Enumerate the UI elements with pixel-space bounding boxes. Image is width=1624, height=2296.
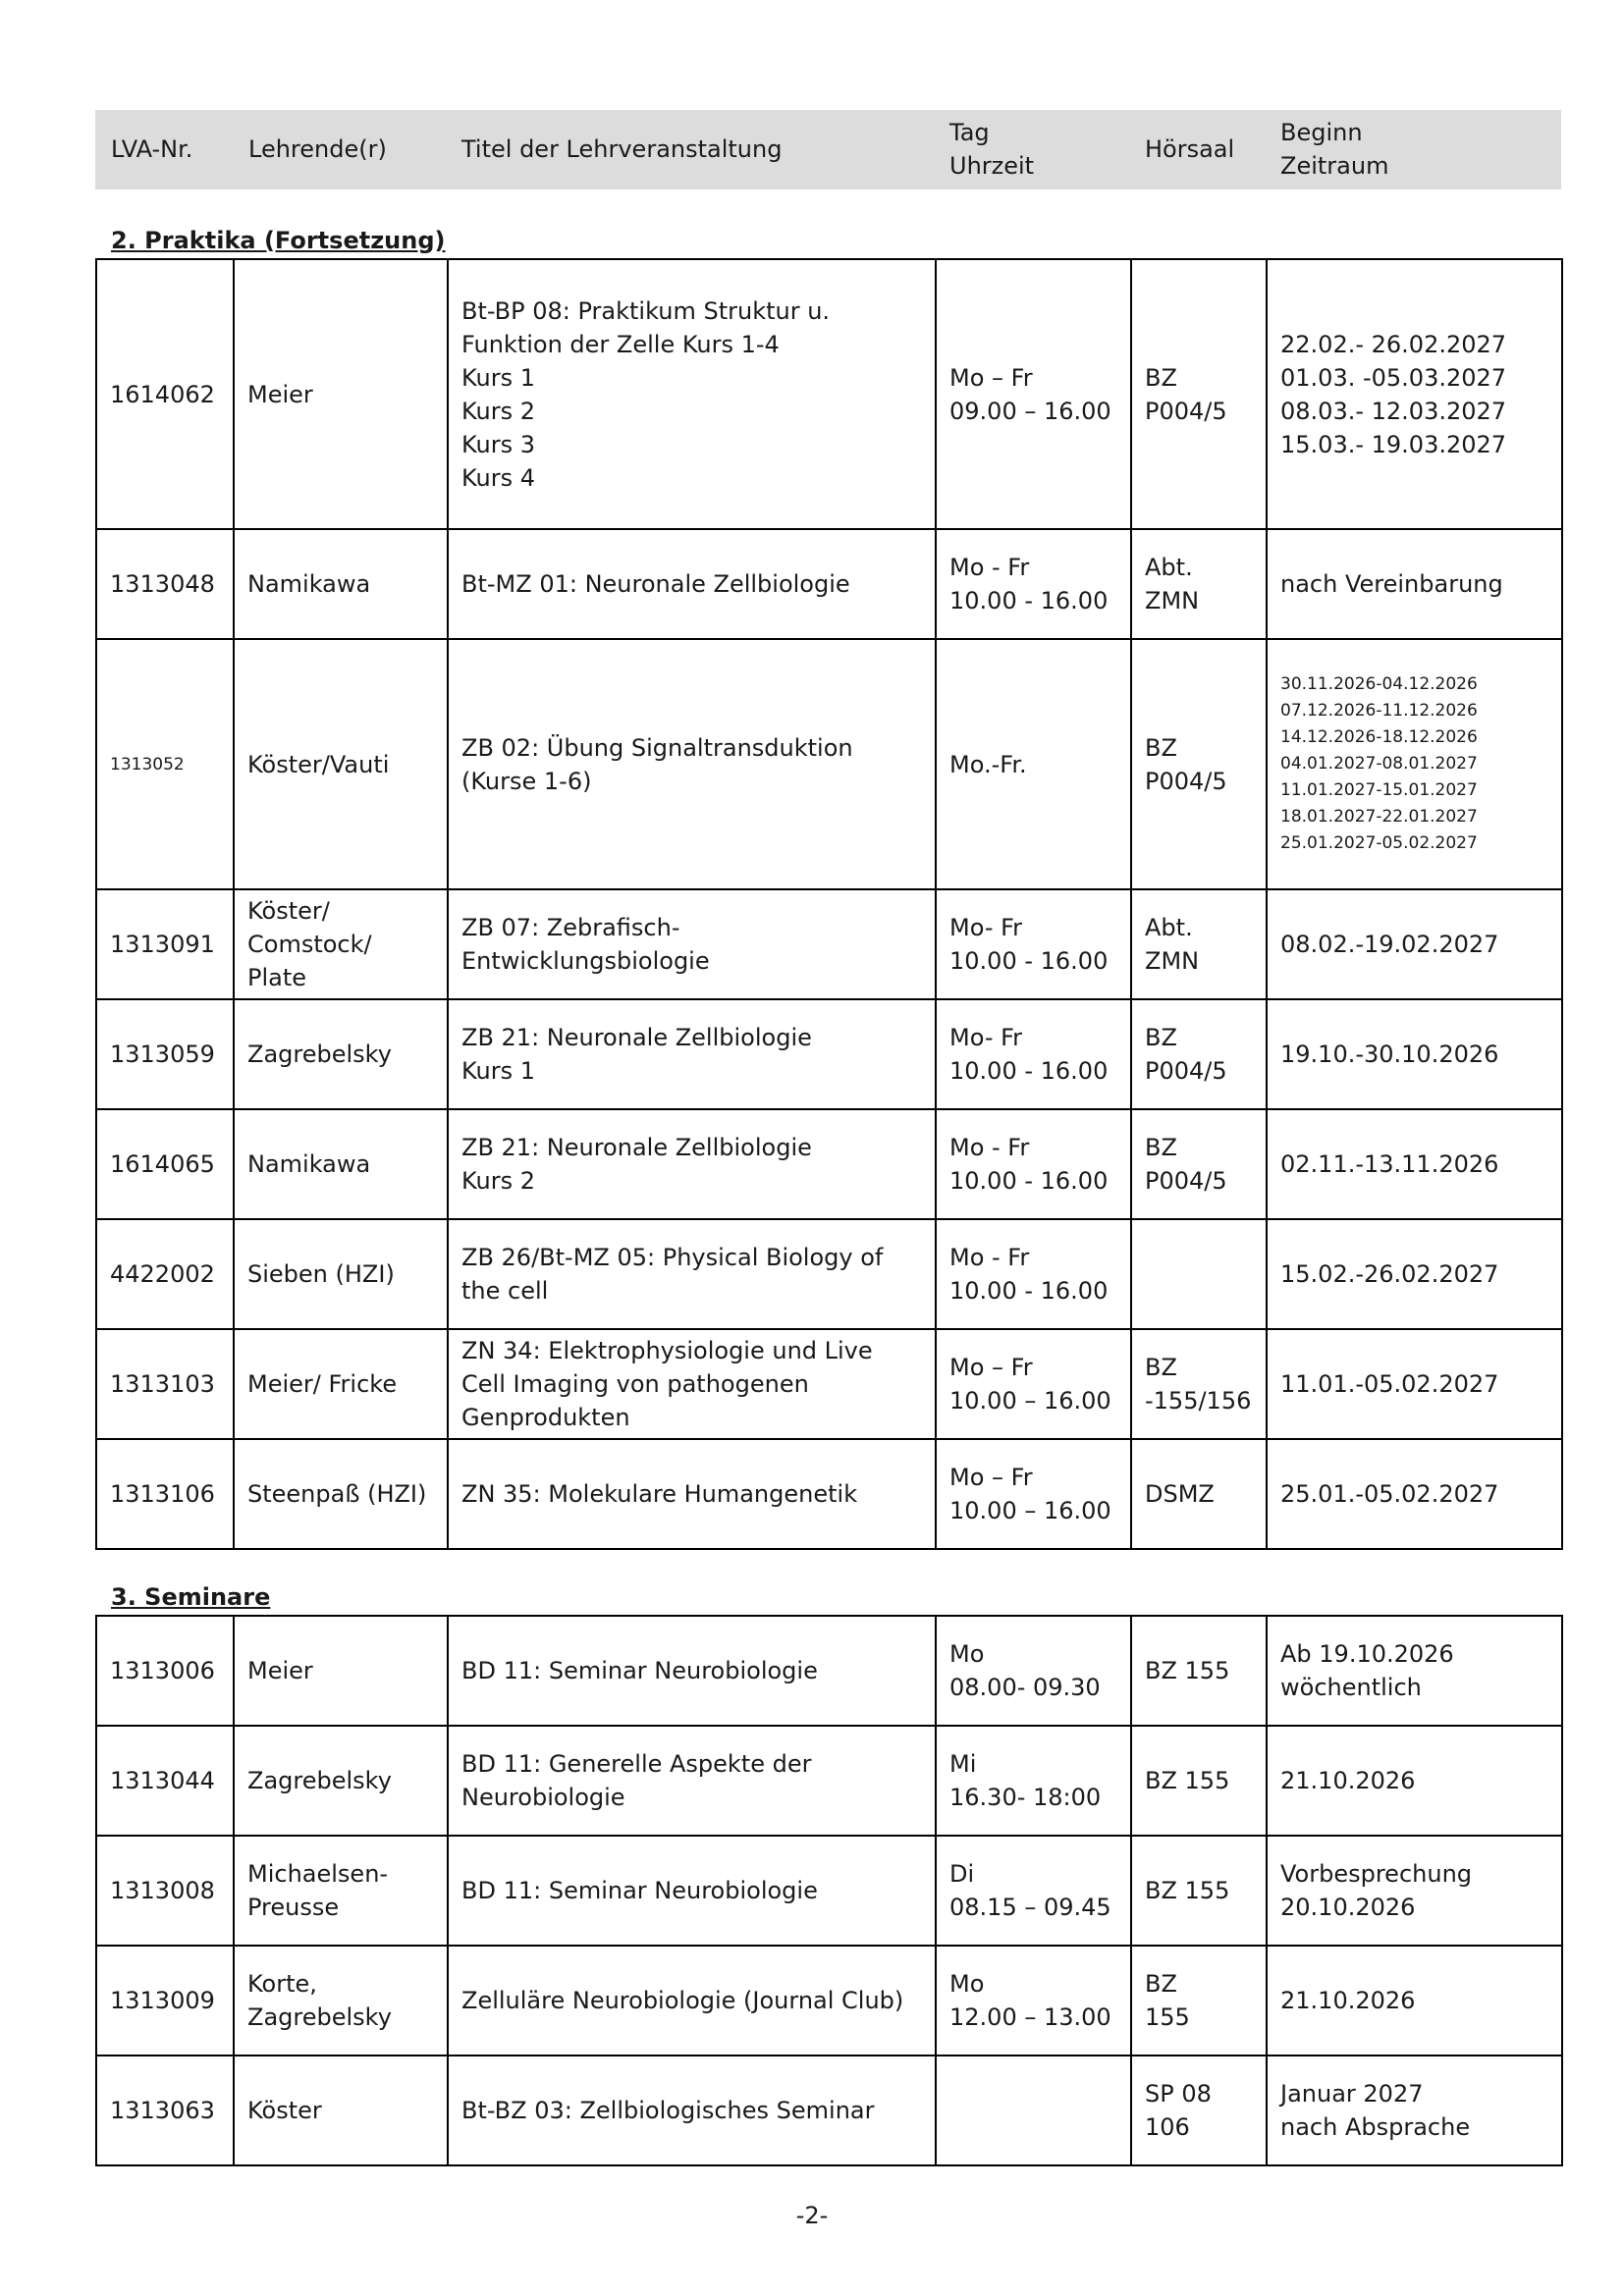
cell-titel: ZB 26/Bt-MZ 05: Physical Biology of the cell — [448, 1219, 936, 1329]
cell-lehrende: Köster — [234, 2056, 448, 2165]
cell-lehrende: Michaelsen- Preusse — [234, 1836, 448, 1946]
cell-beginn: 11.01.-05.02.2027 — [1267, 1329, 1562, 1439]
cell-tag-uhrzeit: Mi 16.30- 18:00 — [936, 1726, 1131, 1836]
cell-hoersaal: BZ 155 — [1131, 1836, 1267, 1946]
cell-hoersaal: SP 08 106 — [1131, 2056, 1267, 2165]
cell-hoersaal: Abt. ZMN — [1131, 529, 1267, 639]
cell-lehrende: Namikawa — [234, 529, 448, 639]
cell-tag-uhrzeit — [936, 2056, 1131, 2165]
cell-lehrende: Namikawa — [234, 1109, 448, 1219]
cell-beginn: 21.10.2026 — [1267, 1726, 1562, 1836]
cell-hoersaal: BZ 155 — [1131, 1726, 1267, 1836]
table-row — [96, 1726, 1562, 1836]
cell-hoersaal: BZ 155 — [1131, 1616, 1267, 1726]
cell-titel: ZB 21: Neuronale Zellbiologie Kurs 1 — [448, 999, 936, 1109]
page-number: -2- — [795, 2202, 829, 2229]
table-row — [96, 1329, 1562, 1439]
table-row — [96, 1109, 1562, 1219]
cell-lehrende: Köster/ Comstock/ Plate — [234, 889, 448, 999]
cell-tag-uhrzeit: Mo – Fr 10.00 – 16.00 — [936, 1439, 1131, 1549]
cell-hoersaal — [1131, 1219, 1267, 1329]
cell-beginn: 30.11.2026-04.12.2026 07.12.2026-11.12.2026 14.12.2026-18.12.2026 04.01.2027-08.01.2027 11.01.2027-15.01.2027 18.01.2027-22.01.2027 25.01.2027-05.02.2027 — [1267, 639, 1562, 889]
cell-tag-uhrzeit: Mo- Fr 10.00 - 16.00 — [936, 889, 1131, 999]
cell-hoersaal: BZ P004/5 — [1131, 639, 1267, 889]
cell-hoersaal: BZ P004/5 — [1131, 1109, 1267, 1219]
cell-titel: ZB 02: Übung Signaltransduktion (Kurse 1-6) — [448, 639, 936, 889]
cell-lehrende: Meier — [234, 1616, 448, 1726]
cell-tag-uhrzeit: Mo – Fr 10.00 – 16.00 — [936, 1329, 1131, 1439]
cell-tag-uhrzeit: Mo- Fr 10.00 - 16.00 — [936, 999, 1131, 1109]
table-row — [96, 1616, 1562, 1726]
table-row — [96, 2056, 1562, 2165]
cell-lva-nr: 1313048 — [96, 529, 234, 639]
cell-hoersaal: DSMZ — [1131, 1439, 1267, 1549]
table-row — [96, 1836, 1562, 1946]
cell-hoersaal: BZ P004/5 — [1131, 259, 1267, 529]
cell-lehrende: Meier/ Fricke — [234, 1329, 448, 1439]
cell-beginn: 15.02.-26.02.2027 — [1267, 1219, 1562, 1329]
cell-tag-uhrzeit: Mo – Fr 09.00 – 16.00 — [936, 259, 1131, 529]
cell-beginn: Vorbesprechung 20.10.2026 — [1267, 1836, 1562, 1946]
cell-titel: Bt-BP 08: Praktikum Struktur u. Funktion der Zelle Kurs 1-4 Kurs 1 Kurs 2 Kurs 3 Kurs 4 — [448, 259, 936, 529]
table-row — [96, 259, 1562, 529]
cell-titel: BD 11: Seminar Neurobiologie — [448, 1836, 936, 1946]
cell-lva-nr: 1313091 — [96, 889, 234, 999]
section-title-seminare: 3. Seminare — [111, 1583, 271, 1611]
cell-beginn: 25.01.-05.02.2027 — [1267, 1439, 1562, 1549]
cell-beginn: 21.10.2026 — [1267, 1946, 1562, 2056]
cell-beginn: 22.02.- 26.02.2027 01.03. -05.03.2027 08.03.- 12.03.2027 15.03.- 19.03.2027 — [1267, 259, 1562, 529]
cell-tag-uhrzeit: Mo 08.00- 09.30 — [936, 1616, 1131, 1726]
cell-hoersaal: BZ -155/156 — [1131, 1329, 1267, 1439]
cell-titel: Bt-MZ 01: Neuronale Zellbiologie — [448, 529, 936, 639]
table-row — [96, 1946, 1562, 2056]
cell-lva-nr: 1313103 — [96, 1329, 234, 1439]
praktika-table — [95, 258, 1563, 1550]
cell-tag-uhrzeit: Mo - Fr 10.00 - 16.00 — [936, 1109, 1131, 1219]
header-lehrende: Lehrende(r) — [248, 135, 387, 163]
cell-lehrende: Zagrebelsky — [234, 999, 448, 1109]
cell-beginn: nach Vereinbarung — [1267, 529, 1562, 639]
cell-lva-nr: 1313059 — [96, 999, 234, 1109]
cell-titel: Zelluläre Neurobiologie (Journal Club) — [448, 1946, 936, 2056]
cell-beginn: 19.10.-30.10.2026 — [1267, 999, 1562, 1109]
table-row — [96, 529, 1562, 639]
cell-hoersaal: BZ P004/5 — [1131, 999, 1267, 1109]
cell-beginn: 08.02.-19.02.2027 — [1267, 889, 1562, 999]
table-header-bar — [95, 110, 1561, 189]
cell-lehrende: Meier — [234, 259, 448, 529]
cell-beginn: Januar 2027 nach Absprache — [1267, 2056, 1562, 2165]
table-row — [96, 889, 1562, 999]
cell-hoersaal: BZ 155 — [1131, 1946, 1267, 2056]
table-row — [96, 1439, 1562, 1549]
header-titel: Titel der Lehrveranstaltung — [461, 135, 783, 163]
cell-titel: BD 11: Generelle Aspekte der Neurobiologie — [448, 1726, 936, 1836]
cell-titel: ZN 35: Molekulare Humangenetik — [448, 1439, 936, 1549]
seminare-table — [95, 1615, 1563, 2166]
header-beginn-zeitraum: Beginn Zeitraum — [1280, 119, 1389, 180]
table-row — [96, 1219, 1562, 1329]
table-row — [96, 999, 1562, 1109]
cell-lehrende: Korte, Zagrebelsky — [234, 1946, 448, 2056]
cell-lva-nr: 1313009 — [96, 1946, 234, 2056]
table-row — [96, 639, 1562, 889]
cell-beginn: 02.11.-13.11.2026 — [1267, 1109, 1562, 1219]
cell-lva-nr: 1313063 — [96, 2056, 234, 2165]
cell-tag-uhrzeit: Mo - Fr 10.00 - 16.00 — [936, 529, 1131, 639]
cell-lehrende: Steenpaß (HZI) — [234, 1439, 448, 1549]
section-title-praktika: 2. Praktika (Fortsetzung) — [111, 227, 446, 254]
cell-titel: ZN 34: Elektrophysiologie und Live Cell Imaging von pathogenen Genprodukten — [448, 1329, 936, 1439]
cell-lva-nr: 1313008 — [96, 1836, 234, 1946]
cell-tag-uhrzeit: Di 08.15 – 09.45 — [936, 1836, 1131, 1946]
cell-lehrende: Zagrebelsky — [234, 1726, 448, 1836]
cell-lehrende: Köster/Vauti — [234, 639, 448, 889]
cell-lva-nr: 1614062 — [96, 259, 234, 529]
header-hoersaal: Hörsaal — [1145, 135, 1235, 163]
cell-lva-nr: 1614065 — [96, 1109, 234, 1219]
cell-tag-uhrzeit: Mo.-Fr. — [936, 639, 1131, 889]
cell-titel: BD 11: Seminar Neurobiologie — [448, 1616, 936, 1726]
cell-lva-nr: 1313052 — [96, 639, 234, 889]
cell-titel: Bt-BZ 03: Zellbiologisches Seminar — [448, 2056, 936, 2165]
header-tag-uhrzeit: Tag Uhrzeit — [949, 119, 1035, 180]
cell-tag-uhrzeit: Mo - Fr 10.00 - 16.00 — [936, 1219, 1131, 1329]
cell-lehrende: Sieben (HZI) — [234, 1219, 448, 1329]
cell-hoersaal: Abt. ZMN — [1131, 889, 1267, 999]
header-lva-nr: LVA-Nr. — [111, 135, 193, 163]
cell-tag-uhrzeit: Mo 12.00 – 13.00 — [936, 1946, 1131, 2056]
cell-titel: ZB 21: Neuronale Zellbiologie Kurs 2 — [448, 1109, 936, 1219]
cell-titel: ZB 07: Zebrafisch-Entwicklungsbiologie — [448, 889, 936, 999]
cell-lva-nr: 1313006 — [96, 1616, 234, 1726]
cell-lva-nr: 1313044 — [96, 1726, 234, 1836]
cell-lva-nr: 4422002 — [96, 1219, 234, 1329]
cell-beginn: Ab 19.10.2026 wöchentlich — [1267, 1616, 1562, 1726]
cell-lva-nr: 1313106 — [96, 1439, 234, 1549]
